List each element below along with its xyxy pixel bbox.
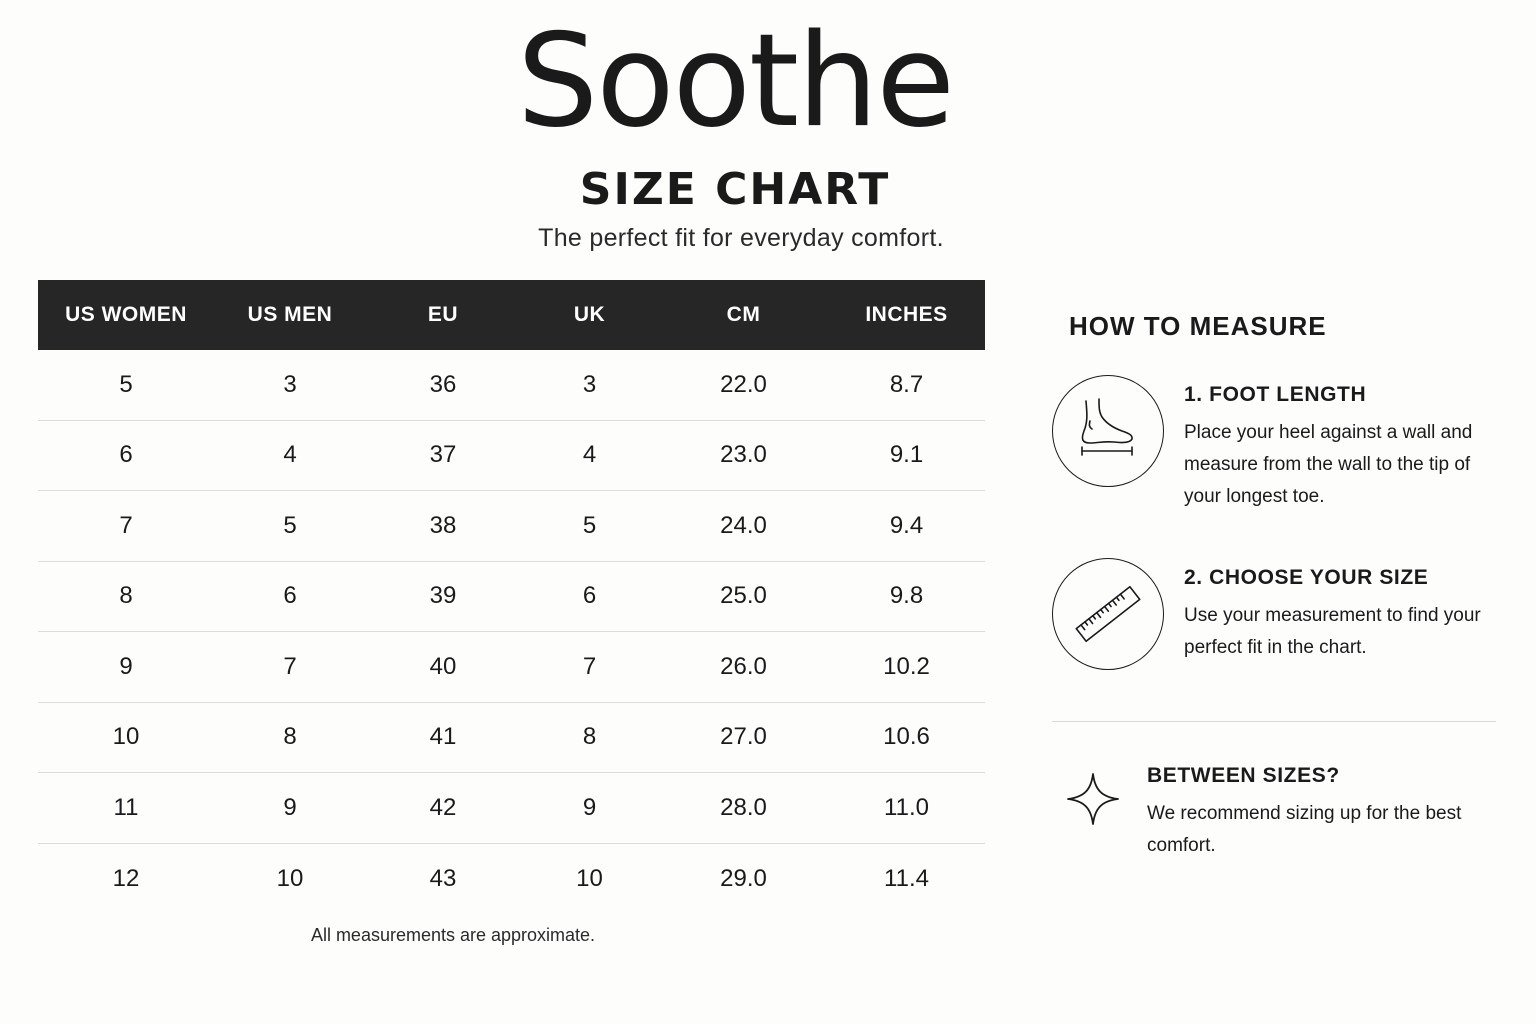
cell-inches: 9.4 bbox=[889, 511, 924, 539]
cell-us-women: 5 bbox=[119, 370, 133, 398]
cell-us-men: 6 bbox=[283, 582, 297, 610]
cell-us-women: 8 bbox=[119, 582, 133, 610]
cell-uk: 3 bbox=[582, 370, 597, 398]
cell-inches: 11.0 bbox=[884, 793, 929, 821]
how-to-measure-title: HOW TO MEASURE bbox=[1069, 311, 1327, 341]
cell-eu: 36 bbox=[429, 370, 457, 398]
cell-eu: 42 bbox=[429, 793, 457, 821]
table-row bbox=[38, 562, 985, 633]
cell-cm: 27.0 bbox=[720, 723, 767, 751]
section-divider bbox=[1052, 721, 1496, 722]
cell-inches: 10.2 bbox=[883, 652, 930, 680]
tip-body: We recommend sizing up for the best comfort. bbox=[1147, 803, 1462, 856]
table-row bbox=[38, 773, 985, 844]
table-row bbox=[38, 421, 985, 492]
table-row bbox=[38, 703, 985, 774]
step-2-heading: 2. CHOOSE YOUR SIZE bbox=[1184, 566, 1429, 589]
cell-inches: 10.6 bbox=[883, 723, 930, 751]
cell-us-men: 5 bbox=[283, 511, 297, 539]
ruler-icon bbox=[1052, 558, 1164, 670]
measurements-footnote: All measurements are approximate. bbox=[310, 925, 596, 945]
brand-logo: Soothe bbox=[517, 7, 953, 156]
table-row bbox=[38, 632, 985, 703]
cell-eu: 39 bbox=[429, 582, 457, 610]
cell-us-women: 11 bbox=[113, 793, 139, 821]
cell-us-men: 8 bbox=[283, 723, 297, 751]
table-row bbox=[38, 350, 985, 421]
cell-inches: 9.1 bbox=[889, 441, 924, 469]
table-header bbox=[38, 280, 985, 350]
cell-us-women: 12 bbox=[112, 864, 140, 892]
column-header-uk: UK bbox=[573, 303, 606, 326]
cell-uk: 7 bbox=[582, 652, 597, 680]
cell-us-men: 3 bbox=[283, 370, 297, 398]
step-1-body: Place your heel against a wall and measure from the wall to the tip of your longest toe. bbox=[1184, 422, 1473, 507]
cell-cm: 29.0 bbox=[720, 864, 767, 892]
column-header-eu: EU bbox=[427, 303, 459, 326]
cell-eu: 43 bbox=[429, 864, 457, 892]
size-table bbox=[38, 280, 985, 914]
step-2-body: Use your measurement to find your perfect fit in the chart. bbox=[1184, 605, 1481, 658]
cell-us-men: 4 bbox=[283, 441, 297, 469]
cell-inches: 8.7 bbox=[889, 370, 924, 398]
cell-us-women: 7 bbox=[119, 511, 133, 539]
column-header-us-women: US WOMEN bbox=[65, 303, 187, 326]
cell-cm: 26.0 bbox=[720, 652, 767, 680]
table-row bbox=[38, 844, 985, 915]
cell-cm: 25.0 bbox=[720, 582, 767, 610]
cell-cm: 24.0 bbox=[720, 511, 767, 539]
cell-us-men: 9 bbox=[283, 793, 297, 821]
cell-uk: 8 bbox=[582, 723, 597, 751]
cell-us-women: 9 bbox=[119, 652, 133, 680]
cell-cm: 22.0 bbox=[720, 370, 767, 398]
cell-eu: 41 bbox=[429, 723, 457, 751]
cell-uk: 5 bbox=[582, 511, 597, 539]
cell-eu: 38 bbox=[429, 511, 457, 539]
table-row bbox=[38, 491, 985, 562]
cell-eu: 37 bbox=[429, 441, 457, 469]
cell-cm: 23.0 bbox=[720, 441, 767, 469]
column-header-cm: CM bbox=[726, 303, 761, 326]
cell-eu: 40 bbox=[429, 652, 457, 680]
cell-us-men: 7 bbox=[283, 652, 297, 680]
cell-us-men: 10 bbox=[276, 864, 304, 892]
cell-uk: 6 bbox=[582, 582, 597, 610]
page-subtitle: The perfect fit for everyday comfort. bbox=[538, 224, 944, 252]
cell-uk: 10 bbox=[576, 864, 603, 892]
cell-us-women: 10 bbox=[112, 723, 140, 751]
cell-uk: 9 bbox=[582, 793, 597, 821]
cell-uk: 4 bbox=[582, 441, 597, 469]
cell-inches: 11.4 bbox=[884, 864, 929, 892]
column-header-inches: INCHES bbox=[865, 303, 948, 326]
step-1-heading: 1. FOOT LENGTH bbox=[1184, 383, 1367, 406]
sparkle-icon bbox=[1066, 772, 1120, 831]
cell-inches: 9.8 bbox=[889, 582, 924, 610]
cell-cm: 28.0 bbox=[720, 793, 767, 821]
cell-us-women: 6 bbox=[119, 441, 133, 469]
column-header-us-men: US MEN bbox=[247, 303, 333, 326]
tip-heading: BETWEEN SIZES? bbox=[1147, 764, 1340, 787]
foot-icon bbox=[1052, 375, 1164, 487]
page-title: SIZE CHART bbox=[579, 164, 891, 215]
table-body bbox=[38, 350, 985, 914]
